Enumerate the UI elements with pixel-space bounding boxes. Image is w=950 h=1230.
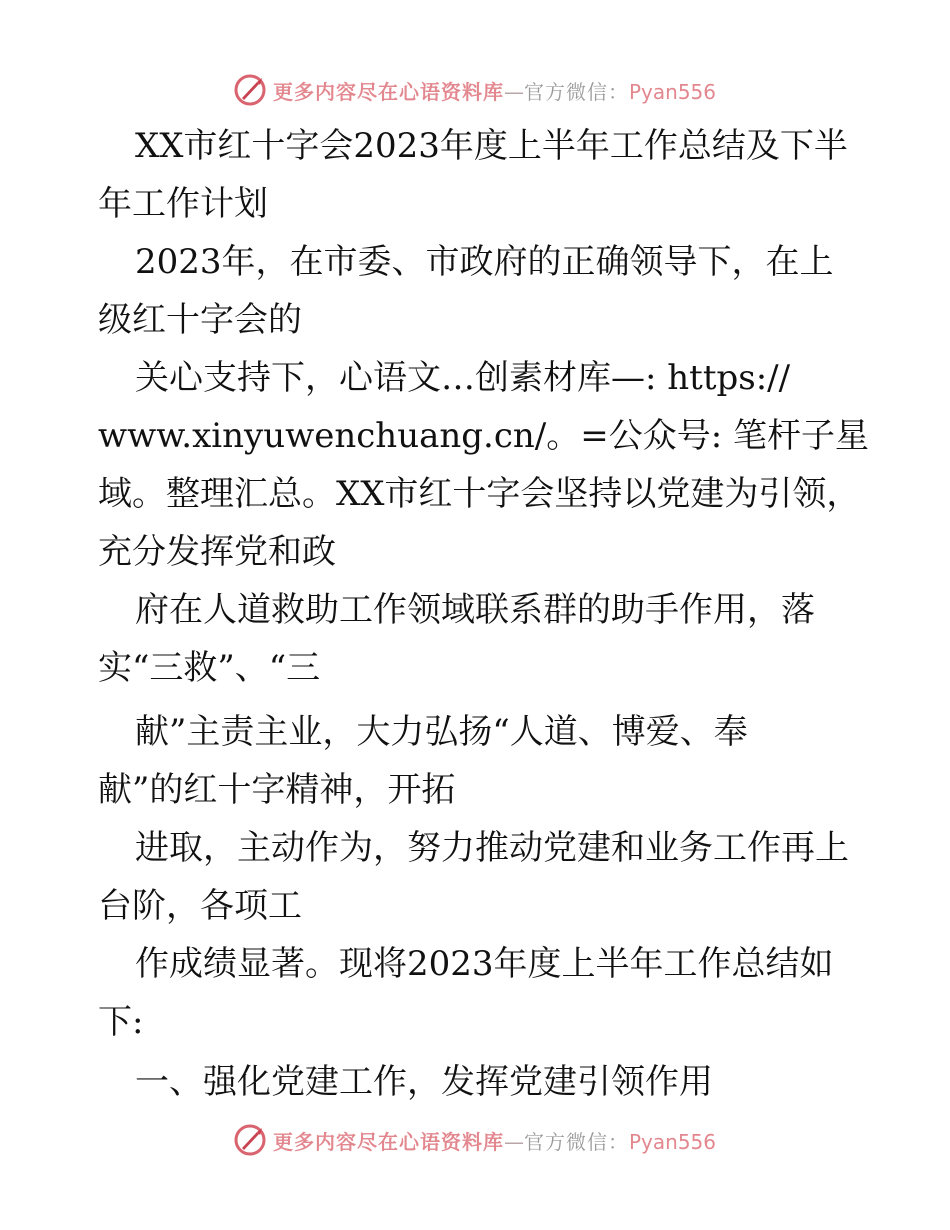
doc-line: 级红十字会的 xyxy=(98,300,302,340)
watermark-dash: — xyxy=(504,1129,524,1154)
watermark-site: 更多内容尽在心语资料库 xyxy=(273,1129,504,1154)
doc-line: 作成绩显著。现将2023年度上半年工作总结如 xyxy=(135,944,834,984)
watermark-dash: — xyxy=(504,79,524,104)
doc-line: 进取，主动作为，努力推动党建和业务工作再上 xyxy=(135,828,849,868)
watermark-account: Pyan556 xyxy=(629,1129,717,1154)
doc-line: 台阶，各项工 xyxy=(98,886,302,926)
doc-line: 献”的红十字精神，开拓 xyxy=(98,770,456,810)
watermark-site: 更多内容尽在心语资料库 xyxy=(273,79,504,104)
watermark-text xyxy=(273,1126,716,1155)
doc-line: 府在人道救助工作领域联系群的助手作用，落 xyxy=(135,590,815,630)
doc-line: 实“三救”、“三 xyxy=(98,648,321,688)
watermark-wechat-label: 官方微信： xyxy=(524,1129,629,1154)
doc-line: 域。整理汇总。XX市红十字会坚持以党建为引领， xyxy=(98,474,861,514)
doc-line: 2023年，在市委、市政府的正确领导下，在上 xyxy=(135,242,834,282)
quill-seal-logo-icon xyxy=(233,1123,267,1157)
doc-line: XX市红十字会2023年度上半年工作总结及下半 xyxy=(135,126,848,166)
watermark-account: Pyan556 xyxy=(629,79,717,104)
doc-line: www.xinyuwenchuang.cn/。=公众号: 笔杆子星 xyxy=(98,416,869,456)
doc-line: 献”主责主业，大力弘扬“人道、博爱、奉 xyxy=(135,712,748,752)
doc-line: 下: xyxy=(98,1002,144,1042)
doc-line: 充分发挥党和政 xyxy=(98,532,336,572)
doc-line: 关心支持下，心语文…创素材库—: https:// xyxy=(135,358,791,398)
footer-watermark xyxy=(0,1120,950,1160)
doc-line: 年工作计划 xyxy=(98,184,268,224)
watermark-wechat-label: 官方微信： xyxy=(524,79,629,104)
doc-heading: 一、强化党建工作，发挥党建引领作用 xyxy=(135,1062,713,1102)
